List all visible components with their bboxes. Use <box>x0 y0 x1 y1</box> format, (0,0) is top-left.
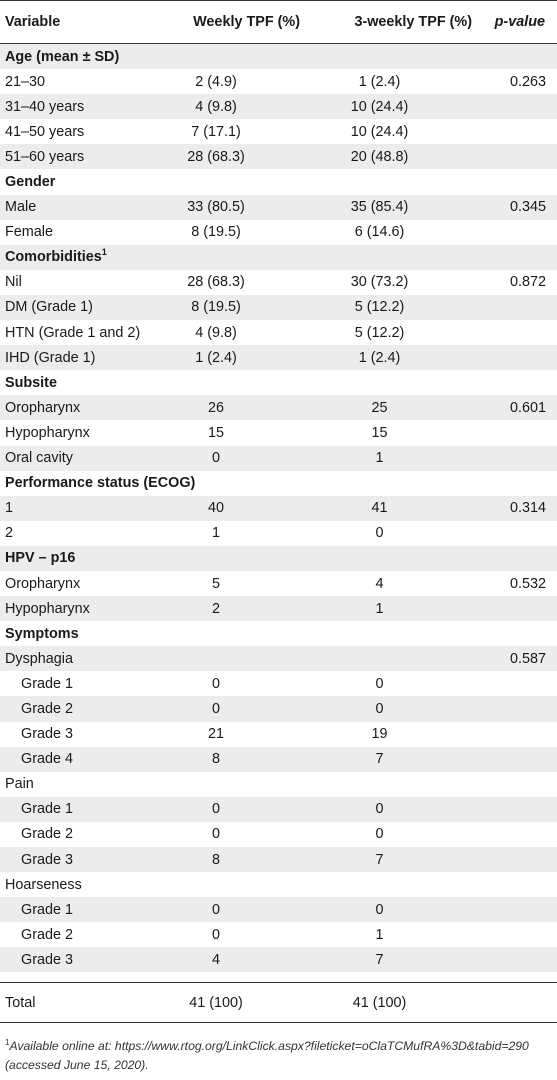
total-label: Total <box>0 983 165 1023</box>
table-row <box>0 722 557 747</box>
p-value <box>480 847 557 872</box>
three-weekly-value: 5 (12.2) <box>312 295 480 320</box>
weekly-value: 40 <box>165 496 312 521</box>
total-p-value <box>480 983 557 1023</box>
three-weekly-value: 0 <box>375 675 384 692</box>
row-label: Grade 3 <box>21 726 73 743</box>
row-label: Grade 1 <box>0 797 165 822</box>
table-row <box>0 420 557 445</box>
p-value: 0.263 <box>509 73 546 90</box>
p-value <box>480 722 557 747</box>
row-label: Grade 3 <box>0 847 165 872</box>
weekly-value: 2 <box>165 596 312 621</box>
section-header-row <box>0 546 557 571</box>
table-row <box>0 521 557 546</box>
section-title <box>0 245 557 270</box>
table-row <box>0 345 557 370</box>
weekly-value: 8 (19.5) <box>191 224 241 241</box>
p-value <box>480 521 557 546</box>
spacer-cell <box>0 972 557 983</box>
three-weekly-value: 0 <box>312 696 480 721</box>
row-label: Hoarseness <box>5 876 82 893</box>
three-weekly-value: 25 <box>312 395 480 420</box>
p-value <box>480 822 557 847</box>
row-label: HTN (Grade 1 and 2) <box>5 324 141 341</box>
spacer-row <box>0 972 557 983</box>
section-title-text: Comorbidities <box>5 249 102 266</box>
table-row <box>0 897 557 922</box>
section-title-text: Age (mean ± SD) <box>5 48 120 65</box>
three-weekly-value: 1 (2.4) <box>312 345 480 370</box>
row-label: Grade 2 <box>0 696 165 721</box>
weekly-value: 0 <box>165 797 312 822</box>
row-label: Grade 2 <box>21 926 73 943</box>
header-p-value: p-value <box>480 1 557 44</box>
table-row <box>0 119 557 144</box>
total-row <box>0 983 557 1023</box>
table-row <box>0 571 557 596</box>
three-weekly-value: 30 (73.2) <box>350 274 409 291</box>
section-title <box>0 370 557 395</box>
row-label: Grade 2 <box>21 826 73 843</box>
row-label: 2 <box>5 525 14 542</box>
three-weekly-value: 7 <box>312 747 480 772</box>
weekly-value: 0 <box>211 926 220 943</box>
weekly-value <box>165 772 312 797</box>
weekly-value: 28 (68.3) <box>187 274 245 291</box>
header-three-weekly: 3-weekly TPF (%) <box>312 1 480 44</box>
section-title <box>0 546 557 571</box>
header-row <box>0 1 557 44</box>
section-title <box>0 621 557 646</box>
weekly-value: 0 <box>211 675 220 692</box>
weekly-value: 4 (9.8) <box>195 324 237 341</box>
three-weekly-value: 0 <box>312 897 480 922</box>
row-label: Grade 4 <box>0 747 165 772</box>
row-label: 31–40 years <box>0 94 165 119</box>
header-variable: Variable <box>0 1 165 44</box>
p-value <box>480 747 557 772</box>
section-title <box>0 44 557 70</box>
three-weekly-value: 1 (2.4) <box>358 73 401 90</box>
table-row <box>0 69 557 94</box>
three-weekly-value: 41 <box>312 496 480 521</box>
three-weekly-value: 20 (48.8) <box>312 144 480 169</box>
three-weekly-value: 7 <box>312 847 480 872</box>
table-row <box>0 596 557 621</box>
three-weekly-value: 1 <box>312 446 480 471</box>
three-weekly-value: 1 <box>375 926 384 943</box>
section-title-text: Subsite <box>5 374 57 391</box>
p-value: 0.314 <box>480 496 557 521</box>
p-value <box>480 872 557 897</box>
row-label: 41–50 years <box>5 123 85 140</box>
weekly-value: 33 (80.5) <box>165 195 312 220</box>
section-title-text: Symptoms <box>5 625 79 642</box>
three-weekly-value: 10 (24.4) <box>312 94 480 119</box>
table-row <box>0 747 557 772</box>
table-row <box>0 144 557 169</box>
p-value: 0.345 <box>480 195 557 220</box>
section-title <box>0 471 557 496</box>
weekly-value: 2 (4.9) <box>195 73 237 90</box>
weekly-value <box>165 646 312 671</box>
p-value <box>480 119 557 144</box>
weekly-value: 5 <box>211 575 220 592</box>
three-weekly-value: 6 (14.6) <box>354 224 405 241</box>
row-label: Grade 1 <box>0 897 165 922</box>
three-weekly-value: 4 <box>375 575 384 592</box>
p-value <box>480 772 557 797</box>
weekly-value: 21 <box>207 726 224 743</box>
table-row <box>0 94 557 119</box>
p-value <box>480 295 557 320</box>
weekly-value: 7 (17.1) <box>191 123 241 140</box>
weekly-value: 28 (68.3) <box>165 144 312 169</box>
table-row <box>0 496 557 521</box>
table-body <box>0 44 557 1023</box>
three-weekly-value: 35 (85.4) <box>312 195 480 220</box>
total-weekly: 41 (100) <box>165 983 312 1023</box>
section-header-row <box>0 169 557 194</box>
footnote-marker: 1 <box>5 1037 10 1047</box>
weekly-value: 15 <box>207 424 224 441</box>
table-row <box>0 446 557 471</box>
section-header-row <box>0 44 557 70</box>
p-value <box>480 922 557 947</box>
section-title-text: Performance status (ECOG) <box>5 475 196 492</box>
table-row <box>0 295 557 320</box>
table-row <box>0 822 557 847</box>
table-row <box>0 395 557 420</box>
row-label: 1 <box>0 496 165 521</box>
weekly-value <box>165 872 312 897</box>
row-label: Hypopharynx <box>5 424 90 441</box>
p-value <box>480 897 557 922</box>
row-label: Oral cavity <box>0 446 165 471</box>
row-label: 51–60 years <box>0 144 165 169</box>
footnote-text: Available online at: https://www.rtog.org/LinkClick.aspx?fileticket=oClaTCMufRA%3D&tabid=290 (accessed June 15, 2020). <box>5 1039 529 1072</box>
three-weekly-value: 0 <box>312 797 480 822</box>
section-title-text: Gender <box>5 174 56 191</box>
row-label: IHD (Grade 1) <box>0 345 165 370</box>
row-label: Oropharynx <box>5 575 81 592</box>
p-value <box>480 596 557 621</box>
three-weekly-value: 1 <box>312 596 480 621</box>
section-header-row <box>0 245 557 270</box>
section-header-row <box>0 471 557 496</box>
weekly-value: 26 <box>165 395 312 420</box>
three-weekly-value: 15 <box>371 424 388 441</box>
row-label: Male <box>0 195 165 220</box>
three-weekly-value: 5 (12.2) <box>354 324 405 341</box>
row-label: Grade 3 <box>0 947 165 972</box>
three-weekly-value: 0 <box>375 525 384 542</box>
table-row <box>0 797 557 822</box>
row-label: 21–30 <box>5 73 46 90</box>
p-value <box>480 947 557 972</box>
table-row <box>0 772 557 797</box>
section-header-row <box>0 370 557 395</box>
row-label: Nil <box>5 274 22 291</box>
three-weekly-value: 10 (24.4) <box>350 123 409 140</box>
row-label: DM (Grade 1) <box>0 295 165 320</box>
three-weekly-value: 0 <box>375 826 384 843</box>
table-row <box>0 646 557 671</box>
table-row <box>0 195 557 220</box>
weekly-value: 8 <box>165 747 312 772</box>
p-value: 0.532 <box>509 575 546 592</box>
table-row <box>0 320 557 345</box>
three-weekly-value: 19 <box>371 726 388 743</box>
footnote-ref: 1 <box>101 247 107 258</box>
p-value <box>480 345 557 370</box>
row-label: Dysphagia <box>0 646 165 671</box>
p-value <box>480 671 557 696</box>
table-row <box>0 947 557 972</box>
p-value: 0.601 <box>480 395 557 420</box>
table-row <box>0 872 557 897</box>
weekly-value: 1 (2.4) <box>165 345 312 370</box>
three-weekly-value <box>312 646 480 671</box>
weekly-value: 0 <box>165 446 312 471</box>
p-value <box>480 797 557 822</box>
section-title-text: HPV – p16 <box>5 550 76 567</box>
p-value <box>480 94 557 119</box>
table-row <box>0 847 557 872</box>
p-value <box>480 696 557 721</box>
row-label: Female <box>5 224 53 241</box>
row-label: Hypopharynx <box>0 596 165 621</box>
row-label: Oropharynx <box>0 395 165 420</box>
weekly-value: 1 <box>211 525 220 542</box>
table-row <box>0 270 557 295</box>
three-weekly-value <box>312 772 480 797</box>
row-label: Grade 1 <box>21 675 73 692</box>
weekly-value: 0 <box>211 826 220 843</box>
table-row <box>0 671 557 696</box>
p-value: 0.587 <box>480 646 557 671</box>
table-row <box>0 922 557 947</box>
weekly-value: 4 <box>165 947 312 972</box>
weekly-value: 8 <box>165 847 312 872</box>
weekly-value: 0 <box>165 897 312 922</box>
section-header-row <box>0 621 557 646</box>
p-value: 0.872 <box>509 274 546 291</box>
p-value <box>480 144 557 169</box>
header-weekly: Weekly TPF (%) <box>165 1 312 44</box>
section-title <box>0 169 557 194</box>
p-value <box>480 220 557 245</box>
footnote <box>5 1037 550 1075</box>
table-row <box>0 696 557 721</box>
weekly-value: 0 <box>165 696 312 721</box>
table-row <box>0 220 557 245</box>
p-value <box>480 446 557 471</box>
weekly-value: 4 (9.8) <box>165 94 312 119</box>
row-label: Pain <box>5 776 34 793</box>
three-weekly-value <box>312 872 480 897</box>
total-three-weekly: 41 (100) <box>312 983 480 1023</box>
weekly-value: 8 (19.5) <box>165 295 312 320</box>
p-value <box>480 420 557 445</box>
three-weekly-value: 7 <box>312 947 480 972</box>
p-value <box>480 320 557 345</box>
